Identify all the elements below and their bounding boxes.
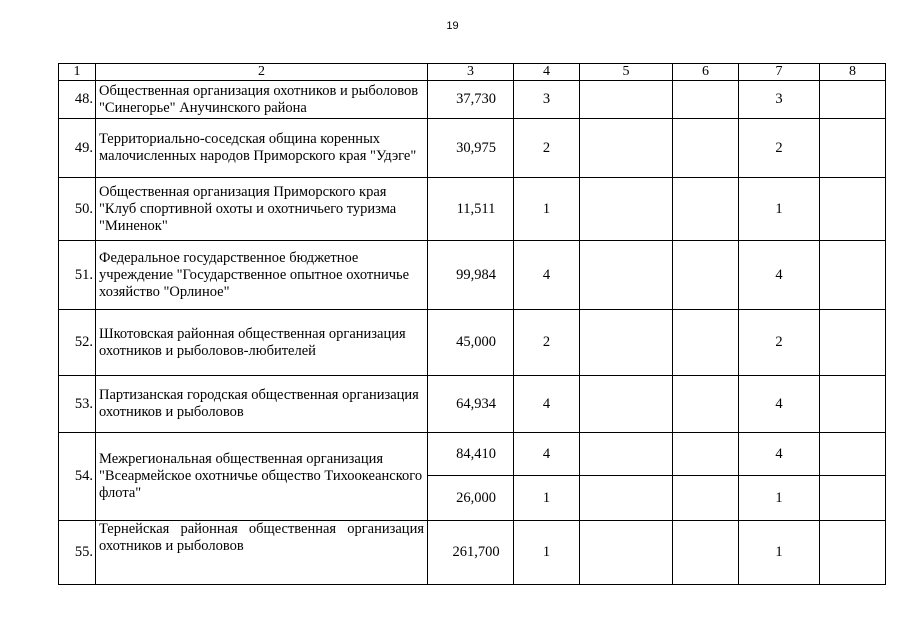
- column-header: 1: [59, 64, 96, 81]
- organization-name: Межрегиональная общественная организация "Всеармейское охотничье общество Тихоокеанского флота": [96, 433, 428, 521]
- table-row: [59, 241, 886, 310]
- organization-name: [96, 521, 428, 585]
- row-number: 53.: [59, 376, 96, 433]
- count-value: 1: [514, 521, 580, 585]
- table-cell: [673, 476, 739, 521]
- count-value: 3: [514, 81, 580, 119]
- row-number: 50.: [59, 178, 96, 241]
- column-numbers-row: [59, 64, 886, 81]
- count-value: 2: [514, 310, 580, 376]
- table-row: [59, 178, 886, 241]
- count-value: 4: [514, 376, 580, 433]
- table-cell: [673, 310, 739, 376]
- table-cell: [673, 241, 739, 310]
- hunting-grounds-table: [58, 63, 886, 585]
- table-row: [59, 81, 886, 119]
- total-value: 1: [739, 178, 820, 241]
- count-value: 4: [514, 433, 580, 476]
- row-number: 49.: [59, 119, 96, 178]
- area-value: 26,000: [428, 476, 514, 521]
- organization-name: Территориально-соседская община коренных малочисленных народов Приморского края "Удэге": [96, 119, 428, 178]
- table-cell: [580, 433, 673, 476]
- table-cell: [580, 81, 673, 119]
- organization-name: Партизанская городская общественная организация охотников и рыболовов: [96, 376, 428, 433]
- organization-name: Общественная организация охотников и рыболовов "Синегорье" Анучинского района: [96, 81, 428, 119]
- area-value: 84,410: [428, 433, 514, 476]
- organization-name: Общественная организация Приморского края "Клуб спортивной охоты и охотничьего туризма "Миненок": [96, 178, 428, 241]
- row-number: 55.: [59, 521, 96, 585]
- table-row: [59, 310, 886, 376]
- table-cell: [820, 241, 886, 310]
- table-cell: [580, 178, 673, 241]
- table-cell: [820, 521, 886, 585]
- column-header: 2: [96, 64, 428, 81]
- table-cell: [673, 433, 739, 476]
- table-row: [59, 521, 886, 585]
- total-value: 4: [739, 241, 820, 310]
- table-cell: [820, 310, 886, 376]
- area-value: 99,984: [428, 241, 514, 310]
- table-cell: [673, 521, 739, 585]
- column-header: 5: [580, 64, 673, 81]
- table-cell: [673, 81, 739, 119]
- table-cell: [673, 119, 739, 178]
- area-value: 37,730: [428, 81, 514, 119]
- count-value: 4: [514, 241, 580, 310]
- table-cell: [580, 310, 673, 376]
- column-header: 6: [673, 64, 739, 81]
- area-value: 261,700: [428, 521, 514, 585]
- column-header: 4: [514, 64, 580, 81]
- table-cell: [673, 376, 739, 433]
- table-cell: [580, 241, 673, 310]
- area-value: 30,975: [428, 119, 514, 178]
- area-value: 11,511: [428, 178, 514, 241]
- page-number: 19: [446, 20, 459, 32]
- organization-name-text: Тернейская районная общественная организация охотников и рыболовов: [99, 521, 424, 554]
- total-value: 1: [739, 521, 820, 585]
- area-value: 64,934: [428, 376, 514, 433]
- table-row: [59, 376, 886, 433]
- table-row: [59, 119, 886, 178]
- organization-name: Федеральное государственное бюджетное учреждение "Государственное опытное охотничье хозяйство "Орлиное": [96, 241, 428, 310]
- count-value: 2: [514, 119, 580, 178]
- table-cell: [580, 119, 673, 178]
- column-header: 8: [820, 64, 886, 81]
- total-value: 2: [739, 119, 820, 178]
- total-value: 2: [739, 310, 820, 376]
- table-cell: [820, 433, 886, 476]
- table-cell: [820, 376, 886, 433]
- table-cell: [820, 178, 886, 241]
- column-header: 3: [428, 64, 514, 81]
- table-cell: [580, 376, 673, 433]
- row-number: 54.: [59, 433, 96, 521]
- total-value: 3: [739, 81, 820, 119]
- total-value: 1: [739, 476, 820, 521]
- table-cell: [820, 476, 886, 521]
- row-number: 51.: [59, 241, 96, 310]
- count-value: 1: [514, 178, 580, 241]
- row-number: 48.: [59, 81, 96, 119]
- area-value: 45,000: [428, 310, 514, 376]
- column-header: 7: [739, 64, 820, 81]
- table-cell: [580, 476, 673, 521]
- organization-name: Шкотовская районная общественная организация охотников и рыболовов-любителей: [96, 310, 428, 376]
- table-cell: [820, 119, 886, 178]
- table-row: [59, 433, 886, 476]
- table-cell: [820, 81, 886, 119]
- table-cell: [673, 178, 739, 241]
- total-value: 4: [739, 433, 820, 476]
- count-value: 1: [514, 476, 580, 521]
- row-number: 52.: [59, 310, 96, 376]
- table-cell: [580, 521, 673, 585]
- total-value: 4: [739, 376, 820, 433]
